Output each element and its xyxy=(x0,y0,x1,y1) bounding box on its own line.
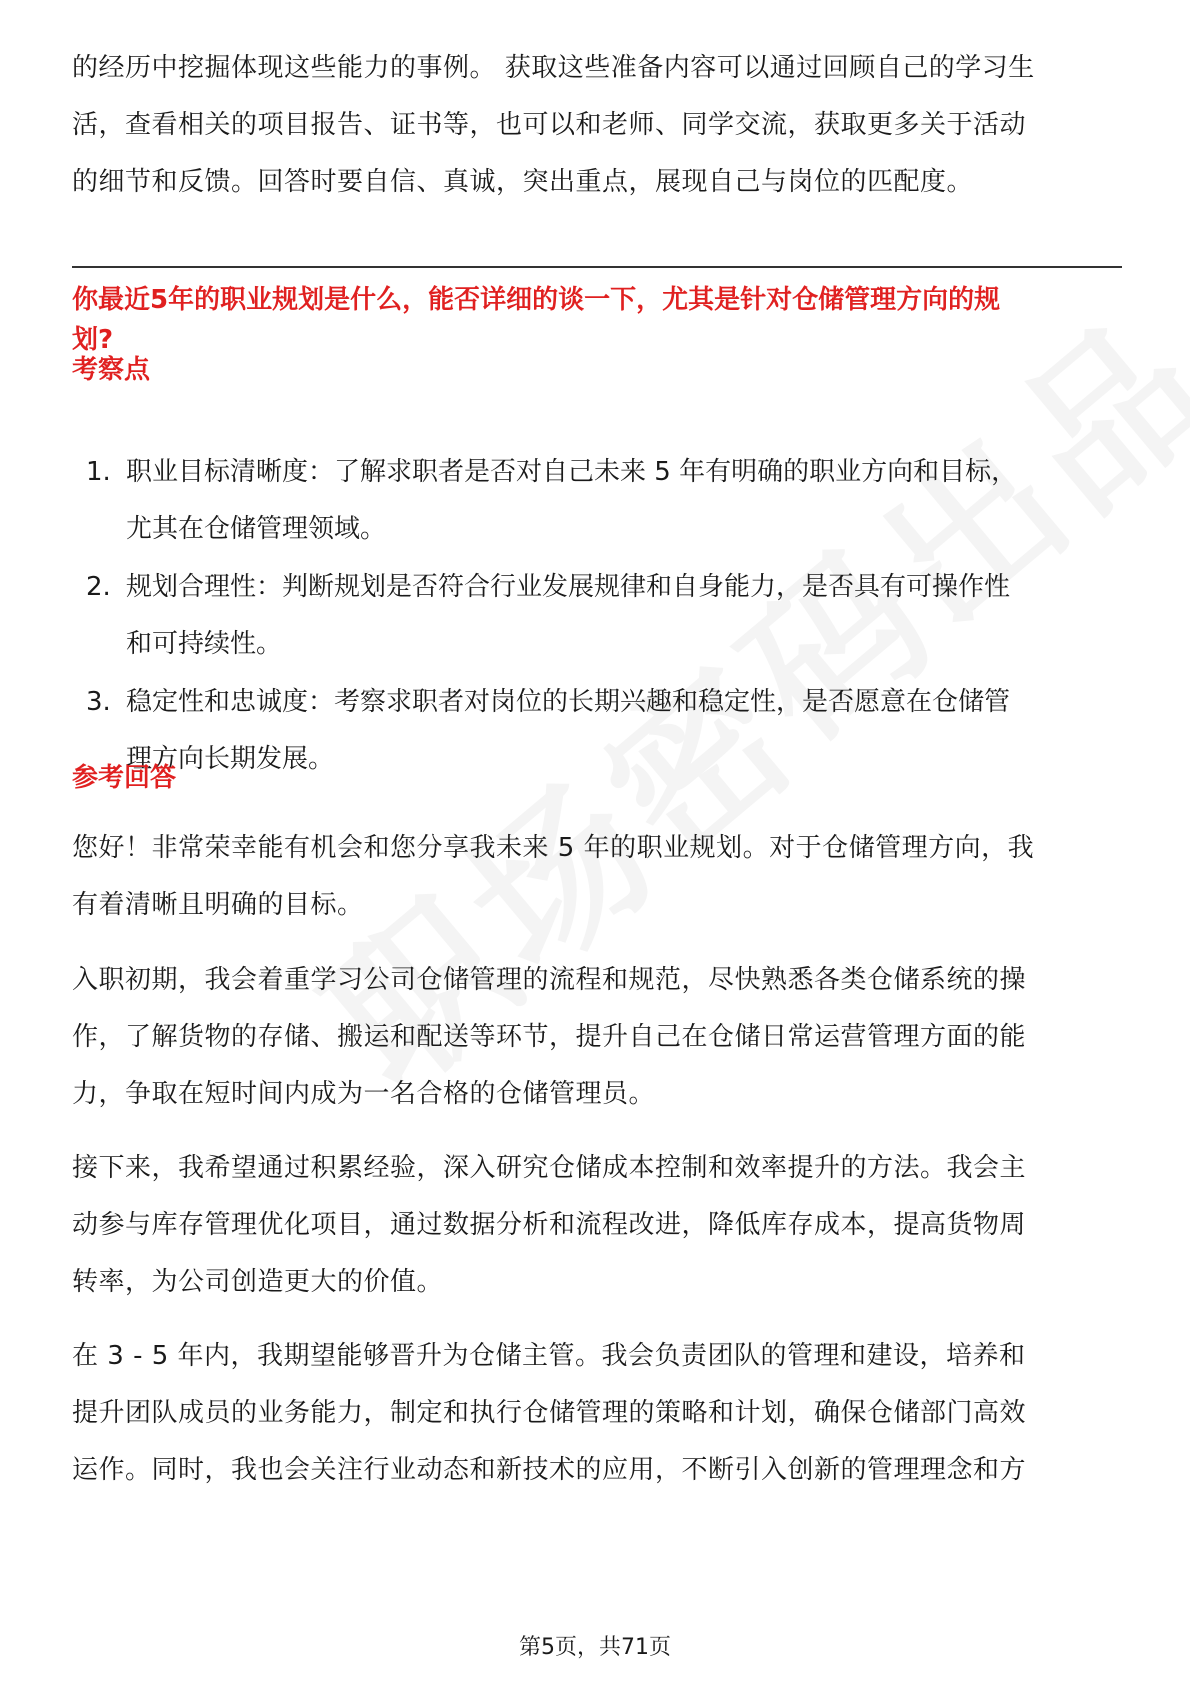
answer-line: 接下来，我希望通过积累经验，深入研究仓储成本控制和效率提升的方法。我会主 xyxy=(72,1153,1027,1183)
intro-paragraph xyxy=(72,40,1122,211)
answer-line: 入职初期，我会着重学习公司仓储管理的流程和规范，尽快熟悉各类仓储系统的操 xyxy=(72,965,1027,995)
answer-paragraph xyxy=(72,1140,1122,1311)
section-divider xyxy=(72,266,1122,268)
question-line: 划? xyxy=(72,325,114,355)
intro-line: 的经历中挖掘体现这些能力的事例。 获取这些准备内容可以通过回顾自己的学习生 xyxy=(72,53,1035,83)
assessment-title: 考察点 xyxy=(72,355,151,385)
answer-paragraph xyxy=(72,952,1122,1123)
answer-line: 提升团队成员的业务能力，制定和执行仓储管理的策略和计划，确保仓储部门高效 xyxy=(72,1398,1027,1428)
answer-title: 参考回答 xyxy=(72,763,177,793)
list-item-number: 2. xyxy=(86,572,111,602)
list-item-number: 1. xyxy=(86,457,111,487)
intro-line: 的细节和反馈。回答时要自信、真诚，突出重点，展现自己与岗位的匹配度。 xyxy=(72,167,974,197)
intro-line: 活，查看相关的项目报告、证书等，也可以和老师、同学交流，获取更多关于活动 xyxy=(72,110,1027,140)
answer-line: 在 3 - 5 年内，我期望能够晋升为仓储主管。我会负责团队的管理和建设，培养和 xyxy=(72,1341,1026,1371)
list-item-number: 3. xyxy=(86,687,111,717)
answer-line: 作，了解货物的存储、搬运和配送等环节，提升自己在仓储日常运营管理方面的能 xyxy=(72,1022,1027,1052)
answer-line: 有着清晰且明确的目标。 xyxy=(72,890,364,920)
question-line: 你最近5年的职业规划是什么，能否详细的谈一下，尤其是针对仓储管理方向的规 xyxy=(72,285,1001,315)
answer-line: 您好！非常荣幸能有机会和您分享我未来 5 年的职业规划。对于仓储管理方向，我 xyxy=(72,833,1035,863)
list-item xyxy=(72,444,1122,558)
list-item-line: 和可持续性。 xyxy=(126,629,283,659)
answer-line: 动参与库存管理优化项目，通过数据分析和流程改进，降低库存成本，提高货物周 xyxy=(72,1210,1027,1240)
list-item-line: 尤其在仓储管理领域。 xyxy=(126,514,387,544)
list-item-line: 稳定性和忠诚度：考察求职者对岗位的长期兴趣和稳定性，是否愿意在仓储管 xyxy=(126,687,1011,717)
list-item-line: 规划合理性：判断规划是否符合行业发展规律和自身能力，是否具有可操作性 xyxy=(126,572,1011,602)
answer-line: 转率，为公司创造更大的价值。 xyxy=(72,1267,444,1297)
list-item xyxy=(72,559,1122,673)
list-item-line: 职业目标清晰度：了解求职者是否对自己未来 5 年有明确的职业方向和目标， xyxy=(126,457,1018,487)
answer-paragraph xyxy=(72,1328,1122,1499)
list-item xyxy=(72,674,1122,788)
list-item-line: 理方向长期发展。 xyxy=(126,744,335,774)
answer-line: 力，争取在短时间内成为一名合格的仓储管理员。 xyxy=(72,1079,656,1109)
answer-line: 运作。同时，我也会关注行业动态和新技术的应用，不断引入创新的管理理念和方 xyxy=(72,1455,1027,1485)
assessment-list xyxy=(72,444,1122,789)
page-number: 第5页，共71页 xyxy=(519,1635,671,1660)
answer-paragraph xyxy=(72,820,1122,934)
question-heading xyxy=(72,280,1122,360)
